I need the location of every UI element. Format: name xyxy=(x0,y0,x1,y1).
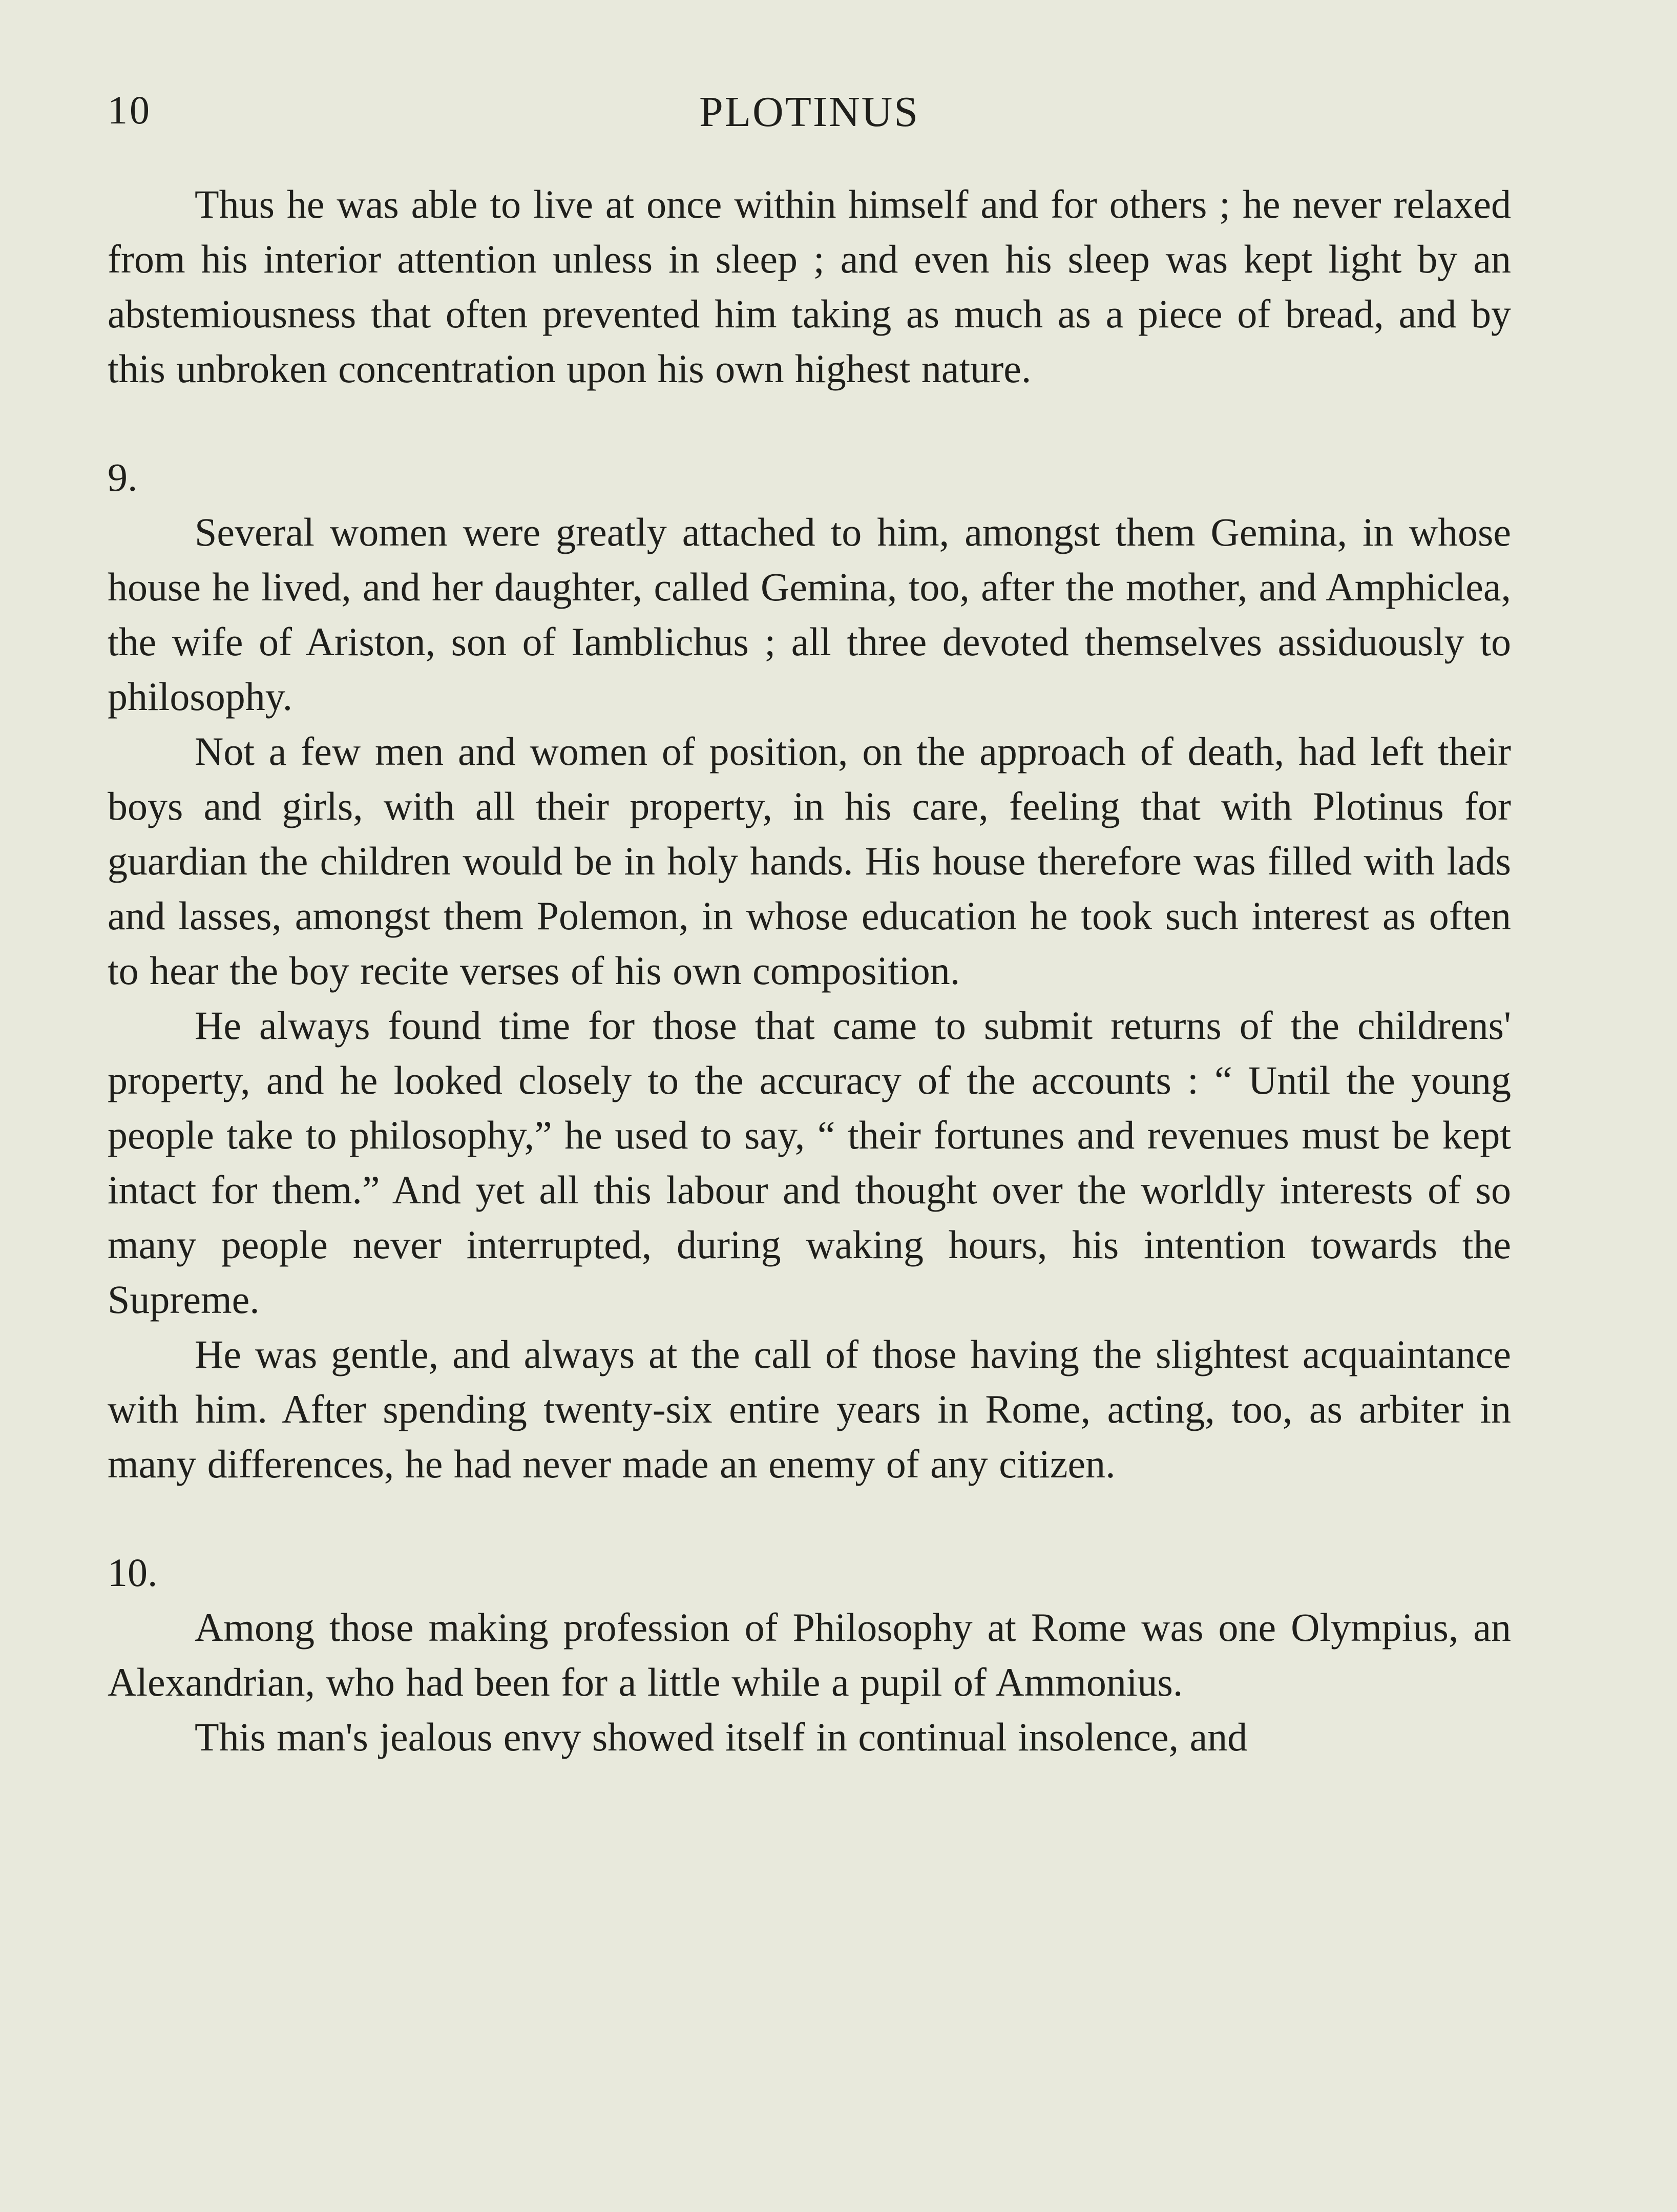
paragraph-9-2: Not a few men and women of position, on the approach of death, had left their boys and girls, with all their property, in his care, feeling that with Plotinus for guardian the children would be in holy hands. His house therefore was filled with lads and lasses, amongst them Polemon, in whose education he took such interest as often to hear the boy recite verses of his own composition. xyxy=(108,729,1511,993)
intro-paragraph: Thus he was able to live at once within himself and for others ; he never relaxed from his interior attention unless in sleep ; and even his sleep was kept light by an abstemiousness that often prevented him taking as much as a piece of bread, and by this unbroken concentration upon his own highest nature. xyxy=(108,182,1511,391)
section-number-10: 10. xyxy=(108,1550,158,1595)
page-header xyxy=(108,87,1511,143)
paragraph-10-1: Among those making profession of Philosophy at Rome was one Olympius, an Alexandrian, who had been for a little while a pupil of Ammonius. xyxy=(108,1605,1511,1704)
section-number-9: 9. xyxy=(108,455,138,499)
paragraph-10-2: This man's jealous envy showed itself in continual insolence, and xyxy=(195,1715,1248,1759)
body-text xyxy=(108,177,1511,1764)
running-title: PLOTINUS xyxy=(699,88,919,136)
paragraph-9-1: Several women were greatly attached to him, amongst them Gemina, in whose house he lived, and her daughter, called Gemina, too, after the mother, and Amphiclea, the wife of Ariston, son of Iamblichus ; all three devoted themselves assiduously to philosophy. xyxy=(108,510,1511,719)
paragraph-9-4: He was gentle, and always at the call of those having the slightest acquaintance with him. After spending twenty-six entire years in Rome, acting, too, as arbiter in many differences, he had never made an enemy of any citizen. xyxy=(108,1332,1511,1486)
section-spacer xyxy=(108,396,1511,450)
paragraph-9-3: He always found time for those that came to submit returns of the childrens' property, and he looked closely to the accuracy of the accounts : “ Until the young people take to philosophy,” he used to say, “ their fortunes and revenues must be kept intact for them.” And yet all this labour and thought over the worldly interests of so many people never interrupted, during waking hours, his intention towards the Supreme. xyxy=(108,1003,1511,1322)
page-number: 10 xyxy=(108,88,152,132)
section-spacer xyxy=(108,1491,1511,1545)
